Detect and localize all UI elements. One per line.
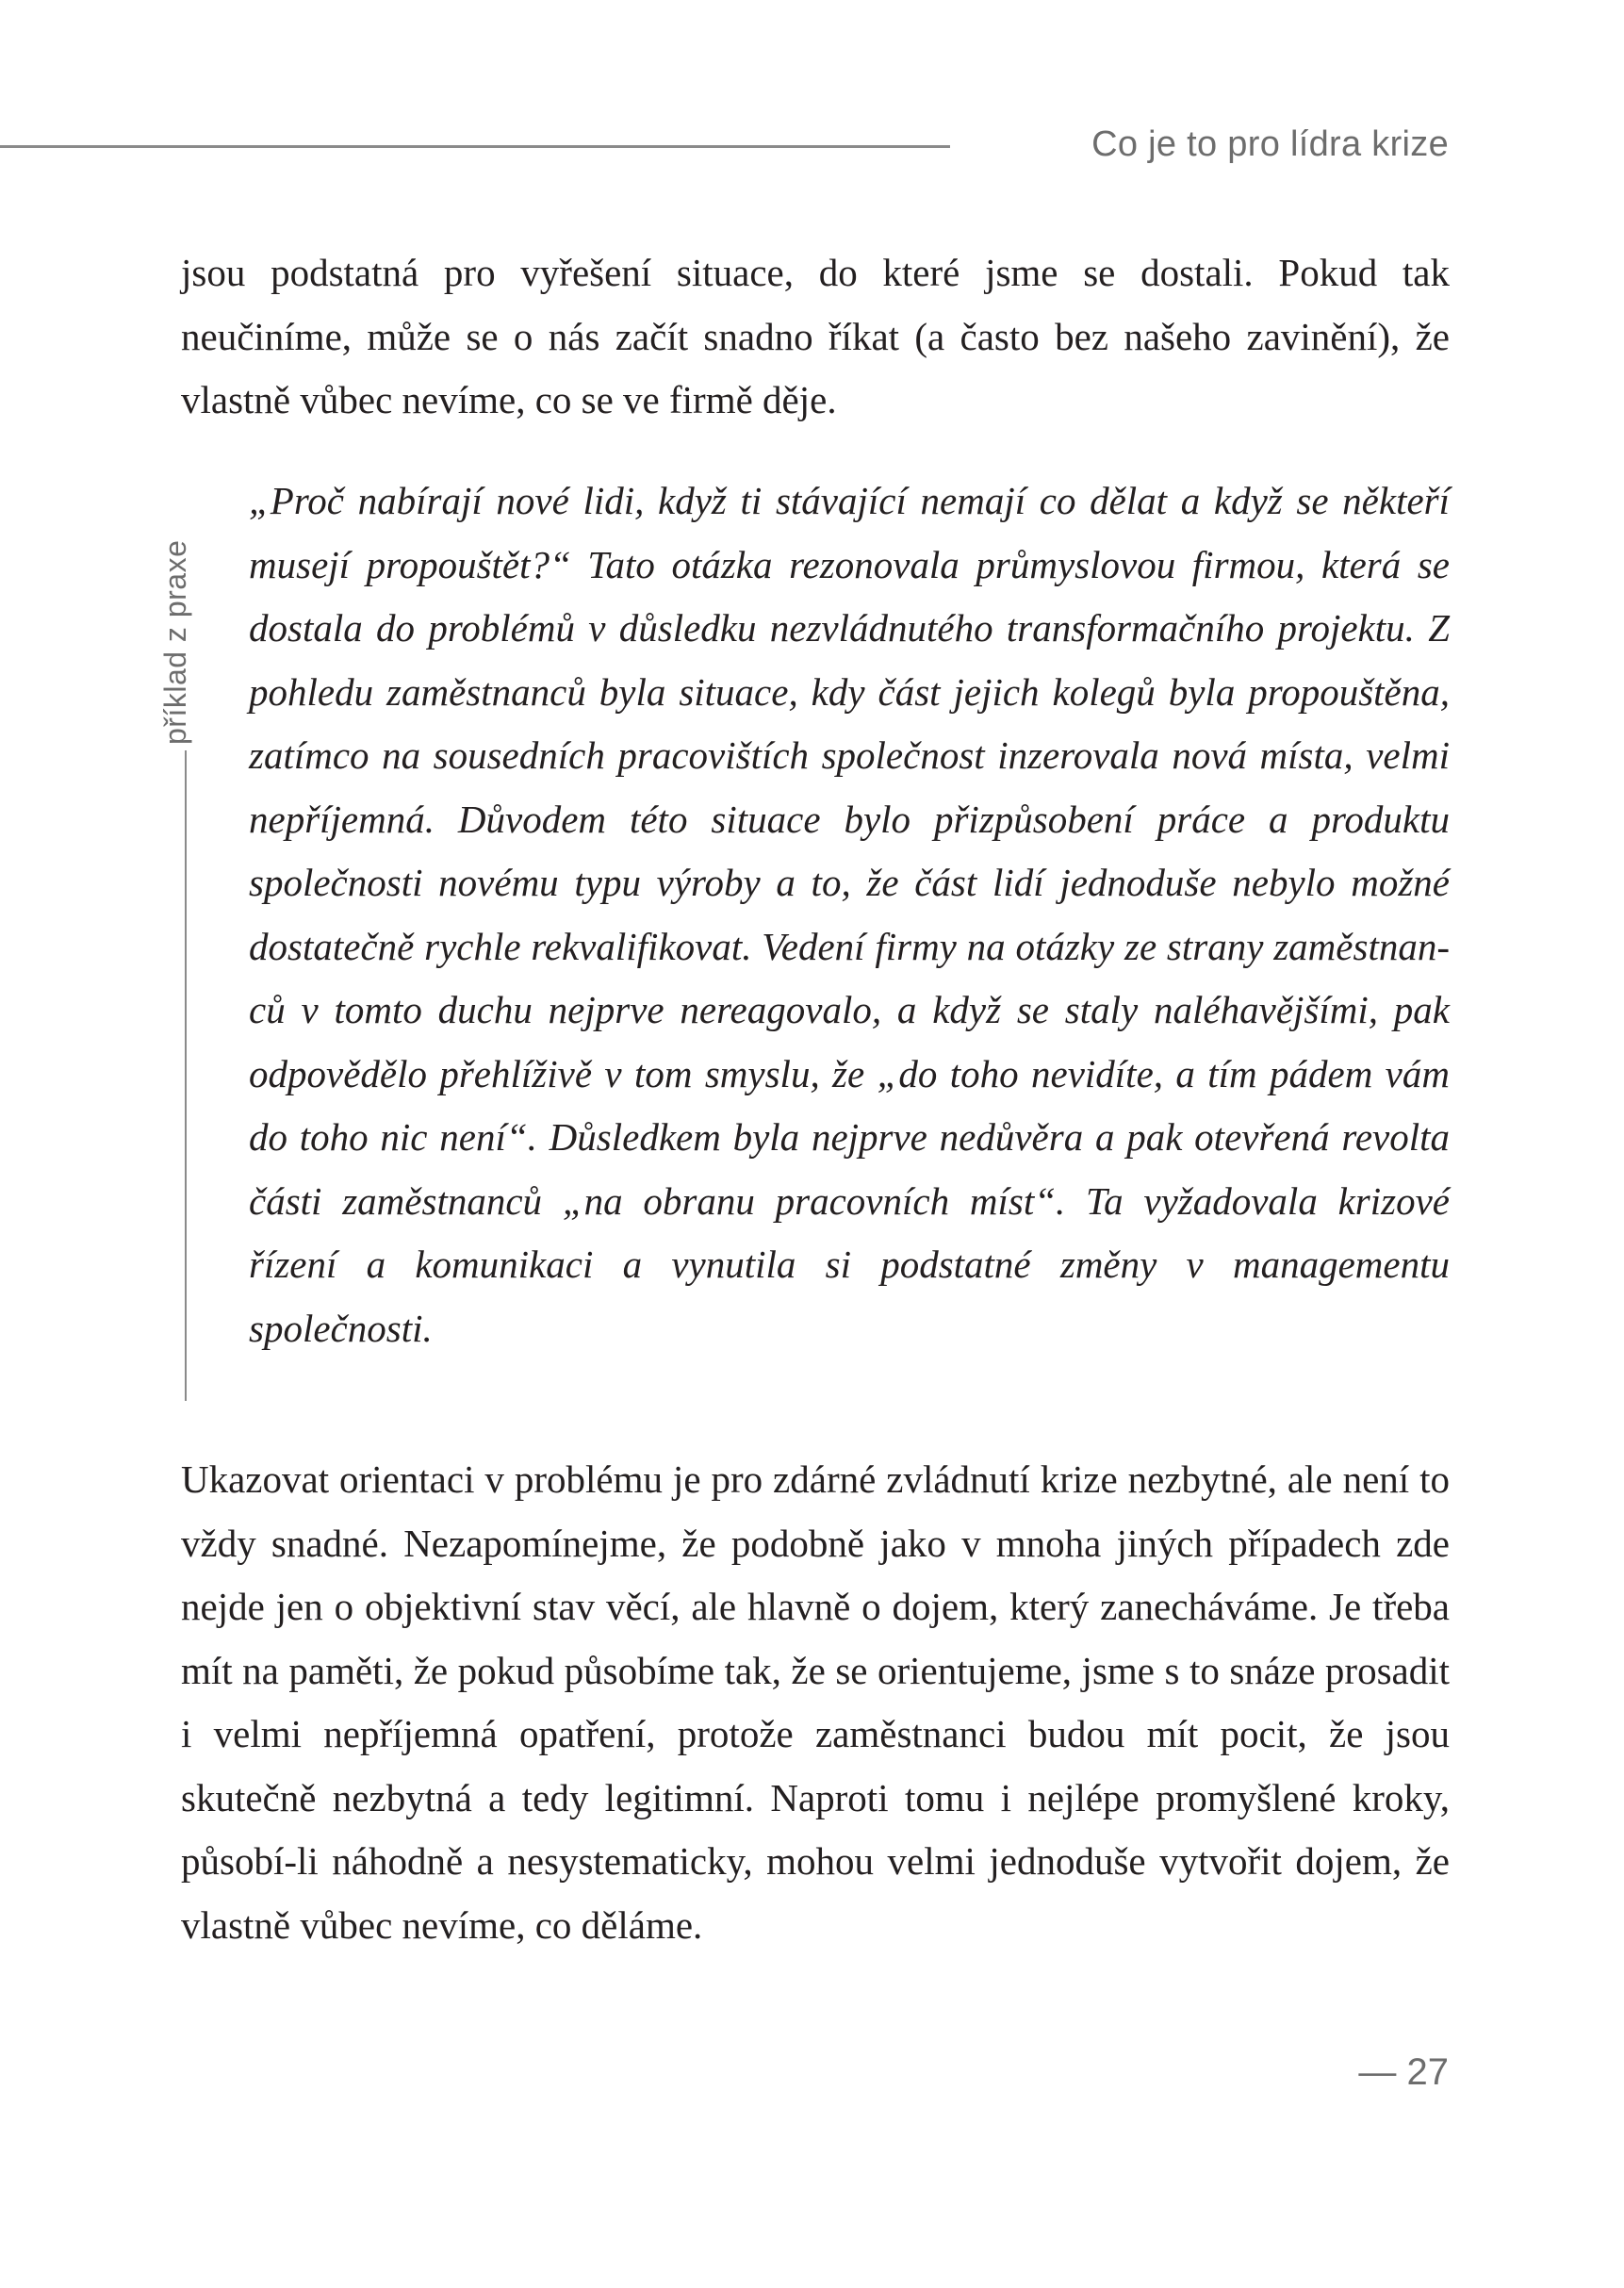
example-side-rule xyxy=(185,750,187,1401)
body-paragraph-2: Ukazovat orientaci v problému je pro zdárné zvládnutí krize nezbytné, ale není to vždy snadné. Nezapomínejme, že podobně jako v mnoha jiných případech zde nejde jen o objektivní stav věcí, ale hlavně o dojem, který zanecháváme. Je třeba mít na paměti, že pokud působíme tak, že se orientujeme, jsme s to snáze prosadit i velmi nepříjemná opatření, protože zaměstnanci budou mít pocit, že jsou skutečně nezbytná a tedy legitimní. Naproti tomu i nejlépe promyšlené kroky, působí-li náhodně a nesystematicky, mohou velmi jednoduše vytvořit dojem, že vlastně vůbec nevíme, co děláme. xyxy=(181,1457,1450,1947)
example-text: „Proč nabírají nové lidi, když ti stávající nemají co dělat a když se někteří musejí propouštět?“ Tato otázka rezonovala průmyslovou firmou, která se dostala do problémů v důsledku nezvládnutého transformačního projektu. Z pohledu zaměstnanců byla situace, kdy část jejich kolegů byla propouštěna, zatímco na sousedních pracovištích společnost inzerovala nová místa, velmi nepříjemná. Důvodem této situace bylo přizpůsobení práce a produktu společnosti novému typu výroby a to, že část lidí jednoduše nebylo možné dostatečně rychle rekvalifikovat. Vedení firmy na otázky ze strany zaměstnanců v tomto duchu nejprve nereagovalo, a když se staly naléhavějšími, pak odpovědělo přehlíživě v tom smyslu, že „do toho nevidíte, a tím pádem vám do toho nic není“. Důsledkem byla nejprve nedůvěra a pak otevřená revolta části zaměstnanců „na obranu pracovních míst“. Ta vyžadovala krizové řízení a komunikaci a vynutila si podstatné změny v managementu společnosti. xyxy=(249,479,1450,1350)
example-block xyxy=(249,469,1450,1360)
example-side-label: příklad z praxe xyxy=(158,539,192,745)
running-head: Co je to pro lídra krize xyxy=(1091,124,1449,164)
header-rule xyxy=(0,145,950,148)
body-paragraph-1: jsou podstatná pro vyřešení situace, do které jsme se dostali. Pokud tak neučiníme, může se o nás začít snadno říkat (a často bez našeho zavinění), že vlastně vůbec nevíme, co se ve firmě děje. xyxy=(181,251,1450,421)
page-number: — 27 xyxy=(1358,2051,1449,2093)
